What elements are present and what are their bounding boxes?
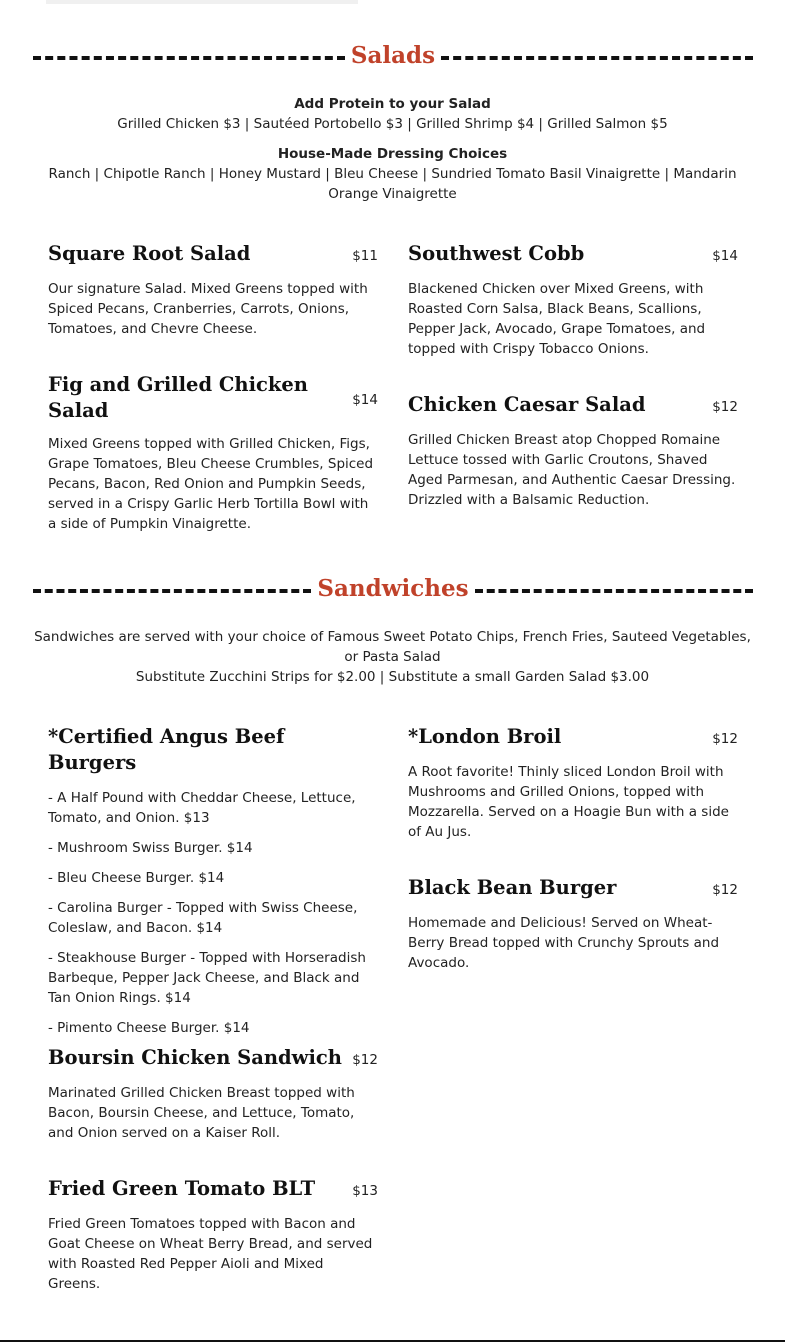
item-price: $12 <box>712 399 738 415</box>
item-name: *Certified Angus Beef Burgers <box>48 725 285 774</box>
item-price: $13 <box>352 1183 378 1199</box>
menu-item <box>408 724 738 842</box>
item-description: Homemade and Delicious! Served on Wheat-Berry Bread topped with Crunchy Sprouts and Avocado. <box>408 915 720 971</box>
item-description: Marinated Grilled Chicken Breast topped with Bacon, Boursin Cheese, and Lettuce, Tomato, and Onion served on a Kaiser Roll. <box>48 1085 355 1141</box>
item-description: A Root favorite! Thinly sliced London Broil with Mushrooms and Grilled Onions, topped with Mozzarella. Served on a Hoagie Bun with a side of Au Jus. <box>408 764 729 840</box>
item-description: Our signature Salad. Mixed Greens topped with Spiced Pecans, Cranberries, Carrots, Onions, Tomatoes, and Chevre Cheese. <box>48 281 368 337</box>
sides-note: Sandwiches are served with your choice of Famous Sweet Potato Chips, French Fries, Sauteed Vegetables, or Pasta Salad <box>34 629 751 665</box>
item-price: $11 <box>352 248 378 264</box>
menu-item <box>48 1176 378 1294</box>
menu-item <box>48 372 378 534</box>
item-name: Black Bean Burger <box>408 876 617 899</box>
salads-section-header <box>33 36 753 76</box>
protein-heading: Add Protein to your Salad <box>294 96 491 112</box>
menu-item <box>48 1045 378 1143</box>
item-description: Mixed Greens topped with Grilled Chicken, Figs, Grape Tomatoes, Bleu Cheese Crumbles, Spiced Pecans, Bacon, Red Onion and Pumpkin Seeds, served in a Crispy Garlic Herb Tortilla Bowl with a side of Pumpkin Vinaigrette. <box>48 436 374 532</box>
item-name: Southwest Cobb <box>408 242 585 265</box>
item-name: Square Root Salad <box>48 242 251 265</box>
burgers-item <box>48 724 378 1038</box>
menu-item <box>408 241 738 359</box>
item-price: $14 <box>712 248 738 264</box>
item-price: $12 <box>712 882 738 898</box>
item-description: Fried Green Tomatoes topped with Bacon and Goat Cheese on Wheat Berry Bread, and served with Roasted Red Pepper Aioli and Mixed Greens. <box>48 1216 373 1292</box>
burger-option: - Pimento Cheese Burger. $14 <box>48 1020 250 1036</box>
item-price: $12 <box>352 1052 378 1068</box>
item-description: Blackened Chicken over Mixed Greens, with Roasted Corn Salsa, Black Beans, Scallions, Pepper Jack, Avocado, Grape Tomatoes, and topped with Crispy Tobacco Onions. <box>408 281 706 357</box>
item-name: Chicken Caesar Salad <box>408 393 646 416</box>
item-name: *London Broil <box>408 725 562 748</box>
burger-option: - Mushroom Swiss Burger. $14 <box>48 840 253 856</box>
dressing-heading: House-Made Dressing Choices <box>277 146 508 162</box>
item-price: $14 <box>352 392 378 408</box>
sandwiches-section-header <box>33 569 753 609</box>
menu-item <box>408 392 738 510</box>
menu-item <box>408 875 738 973</box>
divider-right <box>475 589 753 593</box>
substitute-note: Substitute Zucchini Strips for $2.00 | Substitute a small Garden Salad $3.00 <box>135 669 650 685</box>
item-description: Grilled Chicken Breast atop Chopped Romaine Lettuce tossed with Garlic Croutons, Shaved Aged Parmesan, and Authentic Caesar Dressing. Drizzled with a Balsamic Reduction. <box>408 432 736 508</box>
burger-option: - Carolina Burger - Topped with Swiss Cheese, Coleslaw, and Bacon. $14 <box>48 900 358 936</box>
burger-option: - Steakhouse Burger - Topped with Horseradish Barbeque, Pepper Jack Cheese, and Black and Tan Onion Rings. $14 <box>48 950 366 1006</box>
divider-right <box>441 56 753 60</box>
section-title-salads: Salads <box>350 42 436 69</box>
item-name: Boursin Chicken Sandwich <box>48 1046 342 1069</box>
burger-option: - Bleu Cheese Burger. $14 <box>48 870 225 886</box>
item-price: $12 <box>712 731 738 747</box>
protein-options: Grilled Chicken $3 | Sautéed Portobello $3 | Grilled Shrimp $4 | Grilled Salmon $5 <box>117 116 668 132</box>
burger-option: - A Half Pound with Cheddar Cheese, Lettuce, Tomato, and Onion. $13 <box>48 790 356 826</box>
cut-off-heading <box>46 0 358 4</box>
dressing-options: Ranch | Chipotle Ranch | Honey Mustard | Bleu Cheese | Sundried Tomato Basil Vinaigrette | Mandarin Orange Vinaigrette <box>48 166 737 202</box>
menu-item <box>48 241 378 339</box>
item-name: Fig and Grilled Chicken Salad <box>48 373 308 422</box>
section-title-sandwiches: Sandwiches <box>317 575 469 602</box>
item-name: Fried Green Tomato BLT <box>48 1177 316 1200</box>
